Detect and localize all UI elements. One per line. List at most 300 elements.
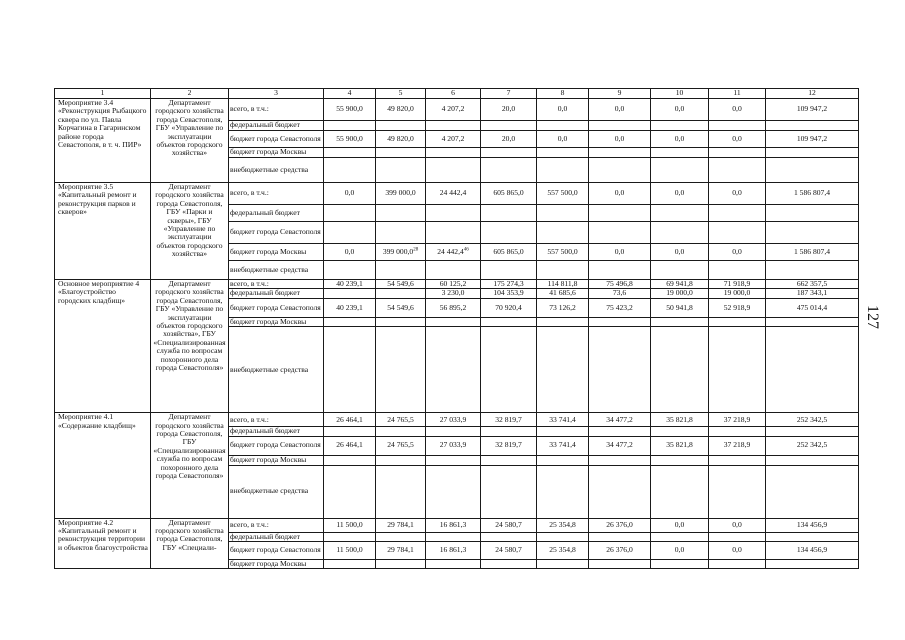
funding-source: всего, в т.ч.:	[229, 183, 324, 205]
amount-cell	[766, 298, 859, 317]
amount-value: 11 500,0	[336, 519, 363, 529]
amount-value: 70 920,4	[495, 302, 522, 312]
amount-cell	[651, 542, 709, 560]
amount-cell	[376, 121, 426, 131]
amount-cell	[324, 261, 376, 280]
amount-value: 1 586 807,4	[793, 188, 831, 198]
amount-cell	[324, 121, 376, 131]
funding-source: бюджет города Москвы	[229, 148, 324, 158]
amount-value: 50 941,8	[666, 302, 693, 312]
amount-cell	[324, 560, 376, 569]
funding-source: бюджет города Москвы	[229, 244, 324, 261]
amount-cell	[324, 532, 376, 541]
amount-value: 399 000,0	[382, 246, 414, 256]
responsible-organization: Департамент городского хозяйства города Севастополя, ГБУ «Парки и скверы», ГБУ «Управление по эксплуатации объектов городского хозяйства»	[151, 183, 229, 280]
amount-cell	[766, 518, 859, 532]
amount-cell	[589, 427, 651, 436]
amount-cell	[376, 298, 426, 317]
amount-cell	[481, 222, 537, 244]
amount-value: 475 014,4	[796, 302, 828, 312]
amount-cell	[537, 158, 589, 183]
amount-cell	[709, 542, 766, 560]
footnote-mark: 46	[463, 247, 469, 253]
amount-cell	[709, 131, 766, 148]
amount-cell	[589, 455, 651, 465]
funding-source: всего, в т.ч.:	[229, 518, 324, 532]
amount-cell	[651, 261, 709, 280]
amount-cell	[537, 413, 589, 427]
amount-cell	[709, 148, 766, 158]
amount-cell	[709, 99, 766, 121]
amount-value: 20,0	[501, 133, 516, 143]
amount-cell	[481, 518, 537, 532]
amount-value: 4 207,2	[441, 104, 465, 114]
amount-cell	[481, 99, 537, 121]
amount-cell	[589, 99, 651, 121]
amount-cell	[426, 222, 481, 244]
amount-value: 0,0	[674, 104, 685, 114]
amount-cell	[426, 261, 481, 280]
amount-value: 0,0	[344, 188, 355, 198]
amount-cell	[376, 560, 426, 569]
amount-cell	[426, 532, 481, 541]
amount-value: 0,0	[614, 104, 625, 114]
measure-name: Мероприятие 4.1 «Содержание кладбищ»	[55, 413, 151, 518]
amount-cell	[324, 131, 376, 148]
header-row	[55, 89, 859, 99]
amount-cell	[537, 317, 589, 326]
amount-value: 0,0	[674, 246, 685, 256]
amount-cell	[651, 465, 709, 518]
amount-cell	[709, 158, 766, 183]
amount-value: 75 496,8	[606, 279, 633, 288]
amount-cell	[651, 222, 709, 244]
amount-cell	[766, 244, 859, 261]
amount-value: 26 464,1	[336, 440, 363, 450]
amount-cell	[651, 131, 709, 148]
amount-cell	[651, 183, 709, 205]
amount-value: 175 274,3	[493, 279, 524, 288]
funding-source: бюджет города Севастополя	[229, 298, 324, 317]
amount-value: 35 821,8	[666, 440, 693, 450]
amount-value: 32 819,7	[495, 414, 522, 424]
amount-cell	[766, 317, 859, 326]
amount-cell	[537, 148, 589, 158]
amount-value: 24 442,4	[439, 188, 467, 198]
amount-value: 187 343,1	[796, 288, 828, 298]
column-header: 4	[324, 89, 376, 99]
amount-value: 19 000,0	[666, 288, 693, 298]
funding-source: бюджет города Севастополя	[229, 542, 324, 560]
amount-cell	[766, 413, 859, 427]
column-header: 8	[537, 89, 589, 99]
amount-cell	[709, 121, 766, 131]
amount-cell	[589, 148, 651, 158]
amount-value: 0,0	[732, 104, 742, 114]
amount-cell	[651, 532, 709, 541]
amount-cell	[766, 436, 859, 455]
amount-cell	[426, 465, 481, 518]
amount-cell	[426, 158, 481, 183]
amount-cell	[709, 261, 766, 280]
amount-value: 54 549,6	[387, 302, 414, 312]
amount-cell	[376, 131, 426, 148]
funding-source: внебюджетные средства	[229, 261, 324, 280]
column-header: 6	[426, 89, 481, 99]
amount-cell	[376, 518, 426, 532]
measure-name: Мероприятие 3.4 «Реконструкция Рыбацкого сквера по ул. Павла Корчагина в Гагаринском районе города Севастополя, в т. ч. ПИР»	[55, 99, 151, 183]
amount-value: 27 033,9	[439, 440, 467, 450]
amount-value: 32 819,7	[495, 440, 522, 450]
amount-cell	[426, 560, 481, 569]
amount-cell	[709, 518, 766, 532]
amount-cell	[589, 261, 651, 280]
amount-cell	[766, 455, 859, 465]
amount-cell	[709, 298, 766, 317]
amount-cell	[709, 532, 766, 541]
amount-value: 54 549,6	[387, 279, 414, 288]
amount-cell	[481, 289, 537, 298]
amount-cell	[766, 148, 859, 158]
amount-cell	[426, 298, 481, 317]
amount-cell	[324, 289, 376, 298]
amount-value: 73,6	[612, 288, 627, 298]
column-header: 3	[229, 89, 324, 99]
amount-value: 104 353,9	[493, 288, 524, 298]
amount-value: 0,0	[732, 246, 742, 256]
amount-cell	[766, 131, 859, 148]
amount-value: 55 900,0	[336, 104, 363, 114]
amount-cell	[426, 427, 481, 436]
funding-source: внебюджетные средства	[229, 327, 324, 413]
amount-cell	[651, 436, 709, 455]
amount-value: 0,0	[674, 545, 685, 555]
amount-value: 0,0	[557, 104, 568, 114]
amount-cell	[376, 413, 426, 427]
amount-cell	[589, 121, 651, 131]
amount-cell	[651, 280, 709, 289]
amount-cell	[426, 455, 481, 465]
amount-cell	[537, 298, 589, 317]
amount-cell	[709, 222, 766, 244]
amount-value: 27 033,9	[439, 414, 467, 424]
amount-cell	[651, 121, 709, 131]
amount-cell	[426, 518, 481, 532]
amount-cell	[537, 261, 589, 280]
amount-cell	[481, 427, 537, 436]
amount-cell	[589, 542, 651, 560]
amount-cell	[589, 532, 651, 541]
amount-value: 3 230,0	[441, 288, 465, 298]
amount-cell	[709, 327, 766, 413]
amount-cell	[426, 148, 481, 158]
amount-cell	[324, 455, 376, 465]
amount-cell	[537, 542, 589, 560]
amount-cell	[709, 413, 766, 427]
amount-cell	[376, 244, 426, 261]
amount-cell	[589, 131, 651, 148]
amount-cell	[537, 532, 589, 541]
amount-value: 69 941,8	[666, 279, 693, 288]
amount-cell	[376, 222, 426, 244]
amount-value: 109 947,2	[796, 133, 828, 143]
amount-value: 25 354,8	[549, 545, 576, 555]
amount-cell	[376, 289, 426, 298]
amount-value: 0,0	[344, 246, 355, 256]
column-header: 10	[651, 89, 709, 99]
amount-value: 33 741,4	[549, 414, 576, 424]
column-header: 5	[376, 89, 426, 99]
amount-cell	[709, 289, 766, 298]
amount-cell	[589, 289, 651, 298]
amount-value: 557 500,0	[547, 246, 578, 256]
amount-value: 34 477,2	[606, 440, 633, 450]
amount-cell	[537, 205, 589, 222]
amount-value: 0,0	[732, 545, 742, 555]
amount-cell	[481, 465, 537, 518]
amount-cell	[426, 244, 481, 261]
amount-cell	[537, 131, 589, 148]
amount-cell	[766, 289, 859, 298]
budget-table-sheet	[54, 88, 858, 569]
table-body	[55, 89, 859, 569]
amount-value: 40 239,1	[336, 302, 363, 312]
amount-cell	[426, 542, 481, 560]
amount-cell	[324, 542, 376, 560]
amount-value: 29 784,1	[387, 545, 414, 555]
amount-cell	[324, 158, 376, 183]
amount-cell	[376, 436, 426, 455]
amount-cell	[766, 465, 859, 518]
amount-cell	[589, 436, 651, 455]
amount-cell	[589, 280, 651, 289]
amount-cell	[481, 205, 537, 222]
amount-cell	[324, 148, 376, 158]
column-header: 1	[55, 89, 151, 99]
amount-cell	[589, 205, 651, 222]
amount-cell	[481, 327, 537, 413]
amount-value: 109 947,2	[796, 104, 828, 114]
table-row	[55, 413, 859, 427]
amount-cell	[426, 327, 481, 413]
amount-cell	[709, 560, 766, 569]
amount-cell	[709, 183, 766, 205]
amount-cell	[426, 131, 481, 148]
amount-cell	[537, 518, 589, 532]
amount-value: 134 456,9	[796, 519, 828, 529]
amount-value: 52 918,9	[723, 302, 751, 312]
amount-cell	[376, 205, 426, 222]
amount-value: 26 376,0	[606, 545, 633, 555]
amount-cell	[589, 560, 651, 569]
amount-value: 16 861,3	[439, 519, 467, 529]
amount-cell	[537, 327, 589, 413]
amount-cell	[481, 436, 537, 455]
amount-value: 0,0	[674, 133, 685, 143]
amount-cell	[324, 465, 376, 518]
amount-value: 252 342,5	[796, 414, 828, 424]
amount-value: 37 218,9	[723, 414, 751, 424]
amount-cell	[651, 455, 709, 465]
amount-cell	[709, 455, 766, 465]
amount-cell	[481, 317, 537, 326]
table-row	[55, 99, 859, 121]
amount-cell	[589, 327, 651, 413]
amount-cell	[324, 317, 376, 326]
amount-value: 605 865,0	[493, 188, 524, 198]
amount-cell	[766, 542, 859, 560]
amount-cell	[324, 99, 376, 121]
column-header: 12	[766, 89, 859, 99]
amount-cell	[537, 436, 589, 455]
amount-cell	[651, 327, 709, 413]
amount-cell	[481, 131, 537, 148]
amount-cell	[709, 244, 766, 261]
amount-value: 40 239,1	[336, 279, 363, 288]
amount-cell	[766, 99, 859, 121]
amount-cell	[324, 436, 376, 455]
amount-cell	[766, 280, 859, 289]
amount-value: 399 000,0	[385, 188, 416, 198]
amount-cell	[481, 261, 537, 280]
amount-value: 24 765,5	[387, 440, 414, 450]
responsible-organization: Департамент городского хозяйства города Севастополя, ГБУ «Управление по эксплуатации объектов городского хозяйства»	[151, 99, 229, 183]
amount-cell	[481, 158, 537, 183]
funding-source: федеральный бюджет	[229, 205, 324, 222]
amount-value: 4 207,2	[441, 133, 465, 143]
funding-source: бюджет города Севастополя	[229, 222, 324, 244]
amount-value: 114 811,8	[547, 279, 578, 288]
amount-cell	[537, 427, 589, 436]
amount-cell	[651, 518, 709, 532]
amount-cell	[481, 560, 537, 569]
measure-name: Мероприятие 3.5 «Капитальный ремонт и реконструкция парков и скверов»	[55, 183, 151, 280]
amount-cell	[651, 99, 709, 121]
budget-table	[54, 88, 859, 569]
amount-value: 19 000,0	[723, 288, 751, 298]
amount-value: 1 586 807,4	[793, 246, 831, 256]
amount-value: 0,0	[732, 133, 742, 143]
amount-value: 33 741,4	[549, 440, 576, 450]
amount-value: 0,0	[732, 519, 742, 529]
amount-cell	[426, 280, 481, 289]
amount-cell	[589, 298, 651, 317]
amount-cell	[651, 148, 709, 158]
amount-cell	[376, 465, 426, 518]
amount-value: 24 580,7	[495, 519, 522, 529]
funding-source: бюджет города Севастополя	[229, 131, 324, 148]
amount-cell	[426, 413, 481, 427]
amount-cell	[376, 183, 426, 205]
amount-cell	[589, 518, 651, 532]
amount-cell	[376, 542, 426, 560]
amount-cell	[376, 99, 426, 121]
amount-cell	[324, 427, 376, 436]
amount-cell	[481, 532, 537, 541]
amount-cell	[481, 148, 537, 158]
funding-source: федеральный бюджет	[229, 121, 324, 131]
amount-cell	[651, 560, 709, 569]
amount-cell	[426, 183, 481, 205]
amount-value: 29 784,1	[387, 519, 414, 529]
funding-source: федеральный бюджет	[229, 427, 324, 436]
amount-cell	[766, 532, 859, 541]
amount-cell	[651, 244, 709, 261]
amount-cell	[426, 317, 481, 326]
amount-cell	[376, 317, 426, 326]
responsible-organization: Департамент городского хозяйства города Севастополя, ГБУ «Управление по эксплуатации объектов городского хозяйства», ГБУ «Специализированная служба по вопросам похоронного дела города Севастополя»	[151, 280, 229, 413]
amount-cell	[537, 455, 589, 465]
amount-cell	[589, 244, 651, 261]
amount-cell	[481, 542, 537, 560]
amount-cell	[481, 244, 537, 261]
amount-value: 0,0	[732, 188, 742, 198]
amount-cell	[766, 427, 859, 436]
amount-cell	[589, 465, 651, 518]
amount-cell	[651, 413, 709, 427]
amount-value: 56 895,2	[439, 302, 467, 312]
amount-cell	[376, 327, 426, 413]
amount-cell	[481, 183, 537, 205]
amount-cell	[537, 280, 589, 289]
funding-source: всего, в т.ч.:	[229, 280, 324, 289]
amount-cell	[709, 280, 766, 289]
amount-cell	[709, 436, 766, 455]
measure-name: Основное мероприятие 4 «Благоустройство городских кладбищ»	[55, 280, 151, 413]
amount-cell	[766, 158, 859, 183]
footnote-mark: 28	[413, 247, 419, 253]
column-header: 11	[709, 89, 766, 99]
amount-cell	[709, 205, 766, 222]
amount-cell	[766, 183, 859, 205]
amount-cell	[481, 121, 537, 131]
amount-cell	[324, 280, 376, 289]
amount-cell	[589, 222, 651, 244]
amount-cell	[651, 289, 709, 298]
amount-cell	[324, 205, 376, 222]
amount-cell	[537, 121, 589, 131]
amount-cell	[481, 280, 537, 289]
amount-cell	[651, 205, 709, 222]
funding-source: федеральный бюджет	[229, 532, 324, 541]
amount-cell	[651, 427, 709, 436]
amount-value: 55 900,0	[336, 133, 363, 143]
amount-cell	[376, 280, 426, 289]
amount-value: 34 477,2	[606, 414, 633, 424]
amount-cell	[709, 317, 766, 326]
amount-value: 41 685,6	[549, 288, 576, 298]
funding-source: всего, в т.ч.:	[229, 99, 324, 121]
amount-cell	[651, 158, 709, 183]
amount-value: 134 456,9	[796, 545, 828, 555]
amount-cell	[537, 465, 589, 518]
amount-value: 35 821,8	[666, 414, 693, 424]
amount-value: 11 500,0	[336, 545, 363, 555]
amount-cell	[324, 244, 376, 261]
amount-cell	[766, 205, 859, 222]
amount-cell	[324, 298, 376, 317]
amount-cell	[709, 427, 766, 436]
amount-cell	[537, 560, 589, 569]
amount-value: 0,0	[674, 188, 685, 198]
amount-value: 26 464,1	[336, 414, 363, 424]
funding-source: всего, в т.ч.:	[229, 413, 324, 427]
table-row	[55, 518, 859, 532]
amount-value: 662 357,5	[796, 279, 828, 288]
amount-value: 605 865,0	[493, 246, 524, 256]
amount-cell	[376, 532, 426, 541]
amount-cell	[376, 261, 426, 280]
